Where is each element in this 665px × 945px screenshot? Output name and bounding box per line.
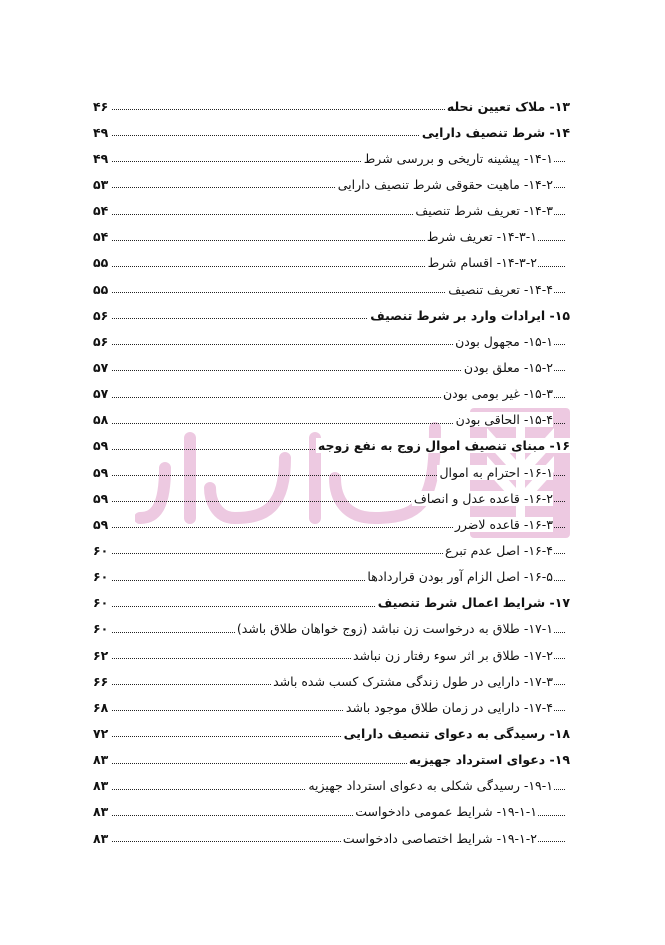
toc-entry-page: ۵۶ xyxy=(93,308,112,323)
toc-entry xyxy=(0,773,665,799)
toc-entry-page: ۶۲ xyxy=(93,648,112,663)
toc-entry-title: ۱۴- شرط تنصیف دارایی xyxy=(421,124,570,140)
toc-entry xyxy=(0,224,665,250)
toc-entry xyxy=(0,590,665,616)
toc-entry-page: ۵۴ xyxy=(93,203,112,218)
toc-entry-title: ۱۶-۱- احترام به اموال xyxy=(439,464,553,480)
toc-entry-title: ۱۴-۴- تعریف تنصیف xyxy=(448,281,553,297)
toc-entry-page: ۵۷ xyxy=(93,386,112,401)
toc-entry-title: ۱۵-۴- الحاقی بودن xyxy=(455,412,553,428)
toc-entry-title: ۱۵-۱- مجهول بودن xyxy=(455,333,553,349)
toc-entry-title: ۱۷-۳- دارایی در طول زندگی مشترک کسب شده باشد xyxy=(273,673,553,689)
toc-entry-title: ۱۴-۳- تعریف شرط تنصیف xyxy=(415,203,553,219)
toc-entry-title: ۱۵- ایرادات وارد بر شرط تنصیف xyxy=(370,307,570,323)
toc-entry-title: ۱۶- مبنای تنصیف اموال زوج به نفع زوجه xyxy=(317,438,570,454)
toc-entry-page: ۵۹ xyxy=(93,491,112,506)
toc-entry-page: ۵۵ xyxy=(93,255,112,270)
toc-entry-title: ۱۴-۳-۲- اقسام شرط xyxy=(427,255,537,271)
toc-entry-page: ۸۳ xyxy=(93,778,112,793)
toc-entry xyxy=(0,720,665,746)
toc-entry xyxy=(0,93,665,119)
toc-entry xyxy=(0,511,665,537)
toc-entry-page: ۵۵ xyxy=(93,282,112,297)
toc-entry-page: ۸۳ xyxy=(93,831,112,846)
toc-entry-title: ۱۶-۳- قاعده لاضرر xyxy=(454,516,553,532)
toc-entry xyxy=(0,381,665,407)
toc-entry-page: ۶۰ xyxy=(93,543,112,558)
toc-entry xyxy=(0,537,665,563)
toc-entry-title: ۱۷-۱- طلاق به درخواست زن نباشد (زوج خواهان طلاق باشد) xyxy=(236,621,553,637)
toc-entry-page: ۵۹ xyxy=(93,517,112,532)
toc-entry xyxy=(0,354,665,380)
toc-entry xyxy=(0,171,665,197)
toc-entry xyxy=(0,145,665,171)
toc-entry-page: ۶۰ xyxy=(93,569,112,584)
toc-entry-title: ۱۹-۱-۱- شرایط عمومی دادخواست xyxy=(355,804,537,820)
toc-entry-title: ۱۵-۲- معلق بودن xyxy=(463,359,553,375)
toc-entry xyxy=(0,485,665,511)
toc-entry xyxy=(0,694,665,720)
toc-entry-page: ۴۶ xyxy=(93,99,112,114)
toc-entry-title: ۱۶-۵- اصل الزام آور بودن قراردادها xyxy=(367,569,553,585)
toc-entry xyxy=(0,616,665,642)
toc-entry-title: ۱۹-۱- رسیدگی شکلی به دعوای استرداد جهیزیه xyxy=(308,778,553,794)
toc-entry-title: ۱۹- دعوای استرداد جهیزیه xyxy=(408,752,570,768)
toc-entry xyxy=(0,668,665,694)
toc-entry-page: ۵۳ xyxy=(93,177,112,192)
toc-entry-page: ۶۰ xyxy=(93,621,112,636)
toc-entry xyxy=(0,459,665,485)
toc-entry xyxy=(0,564,665,590)
toc-entry xyxy=(0,119,665,145)
toc-entry xyxy=(0,328,665,354)
toc-entry-page: ۴۹ xyxy=(93,125,112,140)
toc-entry-title: ۱۶-۴- اصل عدم تبرع xyxy=(444,542,553,558)
toc-entry-title: ۱۷-۴- دارایی در زمان طلاق موجود باشد xyxy=(345,699,553,715)
table-of-contents xyxy=(0,93,665,851)
toc-entry xyxy=(0,799,665,825)
toc-entry xyxy=(0,198,665,224)
toc-entry xyxy=(0,302,665,328)
toc-entry-title: ۱۸- رسیدگی به دعوای تنصیف دارایی xyxy=(343,725,570,741)
toc-entry-title: ۱۴-۲- ماهیت حقوقی شرط تنصیف دارایی xyxy=(337,176,553,192)
toc-entry xyxy=(0,250,665,276)
toc-entry xyxy=(0,276,665,302)
toc-entry-title: ۱۷- شرایط اعمال شرط تنصیف xyxy=(377,595,570,611)
toc-entry xyxy=(0,747,665,773)
toc-entry-page: ۷۲ xyxy=(93,726,112,741)
toc-entry-title: ۱۴-۳-۱- تعریف شرط xyxy=(426,229,537,245)
toc-entry xyxy=(0,642,665,668)
toc-entry-page: ۶۰ xyxy=(93,595,112,610)
toc-entry xyxy=(0,433,665,459)
toc-entry-title: ۱۳- ملاک تعیین نحله xyxy=(446,98,570,114)
toc-entry xyxy=(0,825,665,851)
toc-entry-page: ۸۳ xyxy=(93,804,112,819)
toc-entry-page: ۵۹ xyxy=(93,465,112,480)
toc-entry-title: ۱۶-۲- قاعده عدل و انصاف xyxy=(413,490,553,506)
toc-entry-title: ۱۴-۱- پیشینه تاریخی و بررسی شرط xyxy=(363,150,553,166)
toc-entry-title: ۱۵-۳- غیر بومی بودن xyxy=(442,386,553,402)
toc-entry-page: ۶۸ xyxy=(93,700,112,715)
toc-entry-title: ۱۹-۱-۲- شرایط اختصاصی دادخواست xyxy=(342,830,537,846)
toc-entry-page: ۵۹ xyxy=(93,438,112,453)
toc-entry-page: ۵۸ xyxy=(93,412,112,427)
toc-entry-page: ۵۴ xyxy=(93,229,112,244)
toc-entry-page: ۵۷ xyxy=(93,360,112,375)
toc-entry-page: ۵۶ xyxy=(93,334,112,349)
toc-entry-page: ۸۳ xyxy=(93,752,112,767)
toc-entry xyxy=(0,407,665,433)
toc-entry-page: ۴۹ xyxy=(93,151,112,166)
toc-entry-title: ۱۷-۲- طلاق بر اثر سوء رفتار زن نباشد xyxy=(352,647,553,663)
toc-entry-page: ۶۶ xyxy=(93,674,112,689)
